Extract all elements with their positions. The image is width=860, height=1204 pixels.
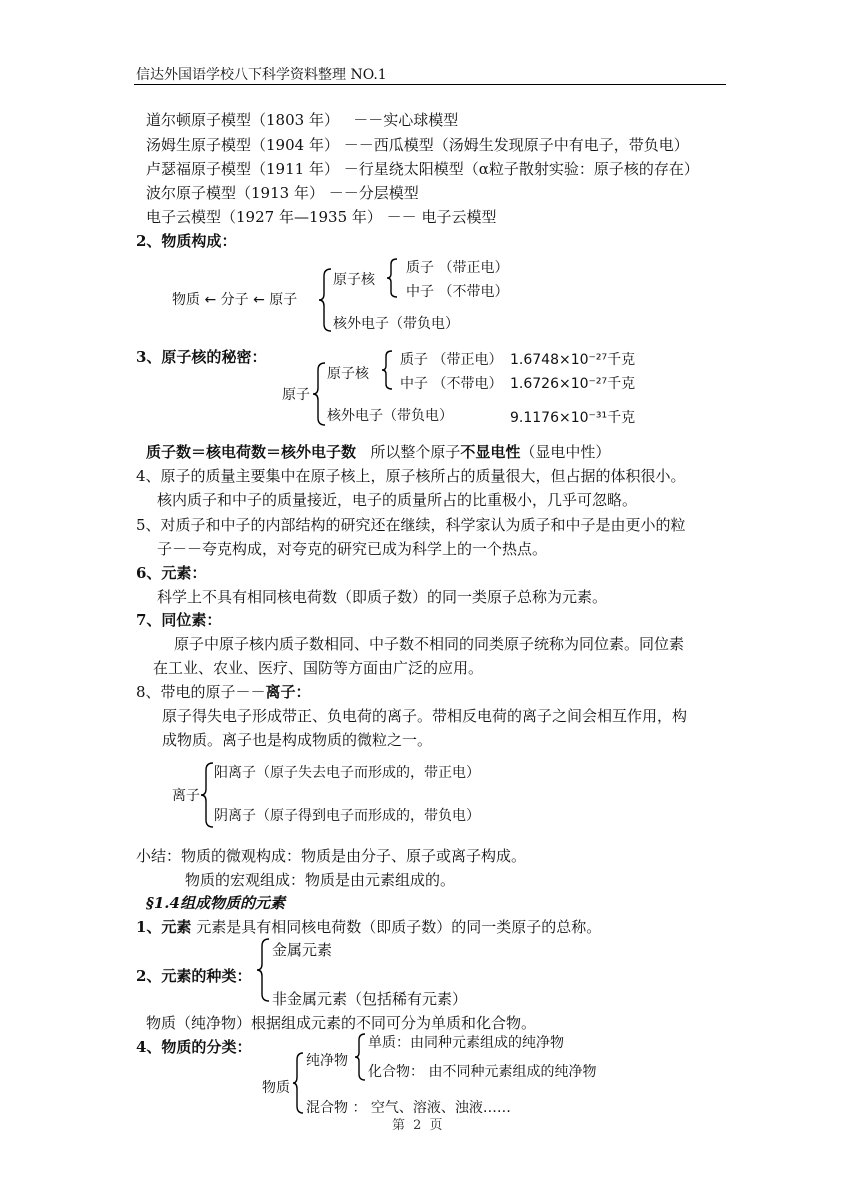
element-heading: 6、元素： (136, 564, 207, 582)
compound-substance: 化合物： 由不同种元素组成的纯净物 (368, 1064, 597, 1080)
ion-line1: 原子得失电子形成带正、负电荷的离子。带相反电荷的离子之间会相互作用，构 (162, 707, 688, 725)
header-title: 信达外国语学校八下科学资料整理 NO.1 (136, 67, 387, 83)
model-desc: －－西瓜模型（汤姆生发现原子中有电子，带负电） (343, 136, 689, 154)
equality-bold: 质子数＝核电荷数＝核外电子数 (146, 443, 357, 461)
isotope-line2: 在工业、农业、医疗、国防等方面由广泛的应用。 (153, 659, 484, 677)
nucleus-label: 原子核 (333, 272, 375, 288)
equality-post: （显电中性） (520, 443, 611, 461)
section-title: §1.4组成物质的元素 (146, 894, 285, 912)
proton-label: 质子 （带正电） (400, 352, 503, 368)
nonmetal-elements: 非金属元素（包括稀有元素） (272, 990, 468, 1008)
model-electron-cloud (146, 207, 496, 227)
brace-icon (256, 938, 270, 1002)
model-bohr (146, 183, 419, 203)
equality-pre: 所以整个原子 (370, 443, 461, 461)
s5-line1: 5、对质子和中子的内部结构的研究还在继续，科学家认为质子和中子是由更小的粒 (136, 516, 686, 534)
page-number: 第 2 页 (392, 1118, 445, 1133)
electron-label: 核外电子（带负电） (333, 316, 459, 332)
metal-elements: 金属元素 (272, 941, 333, 959)
proton-mass: 1.6748×10⁻²⁷千克 (510, 352, 636, 368)
proton-label: 质子 （带正电） (406, 260, 509, 276)
neutron-label: 中子 （不带电） (406, 284, 509, 300)
e1-text: 元素是具有相同核电荷数（即质子数）的同一类原子的总称。 (196, 918, 602, 936)
model-rutherford (146, 159, 699, 179)
s5-line2: 子－－夸克构成，对夸克的研究已成为科学上的一个热点。 (157, 540, 548, 558)
isotope-heading: 7、同位素： (136, 611, 222, 629)
element-types-heading: 2、元素的种类： (136, 967, 252, 985)
nucleus-secret-heading: 3、原子核的秘密： (136, 348, 267, 366)
model-name: 波尔原子模型（1913 年） (146, 184, 324, 202)
element-definition: 科学上不具有相同核电荷数（即质子数）的同一类原子总称为元素。 (157, 588, 608, 606)
nucleus-label: 原子核 (327, 366, 369, 382)
brace-icon (200, 762, 214, 828)
ion-heading (136, 682, 311, 702)
mixture-label: 混合物 ： 空气、溶液、浊液…… (306, 1100, 511, 1116)
brace-icon (312, 362, 326, 426)
model-name: 道尔顿原子模型（1803 年） (146, 111, 339, 129)
e1-heading: 1、元素 (136, 918, 192, 936)
brace-icon (381, 350, 393, 390)
model-desc: －行星绕太阳模型（α粒子散射实验：原子核的存在） (343, 160, 699, 178)
model-dalton (146, 110, 458, 130)
model-name: 电子云模型（1927 年—1935 年） (146, 208, 382, 226)
model-name: 汤姆生原子模型（1904 年） (146, 136, 339, 154)
electron-label: 核外电子（带负电） (327, 408, 453, 424)
pure-substance-label: 纯净物 (306, 1053, 348, 1069)
brace-icon (318, 268, 332, 332)
header-divider (134, 84, 726, 85)
charge-equality (146, 442, 610, 462)
model-name: 卢瑟福原子模型（1911 年） (146, 160, 339, 178)
ion-heading-pre: 8、带电的原子－－ (136, 683, 266, 701)
element-substance: 单质：由同种元素组成的纯净物 (368, 1035, 564, 1051)
matter-label: 物质 (262, 1080, 290, 1096)
model-desc: －－ 电子云模型 (386, 208, 497, 226)
neutron-label: 中子 （不带电） (400, 376, 503, 392)
matter-classification-heading: 4、物质的分类： (136, 1038, 252, 1056)
s4-line2: 核内质子和中子的质量接近，电子的质量所占的比重极小，几乎可忽略。 (157, 491, 638, 509)
ion-label: 离子 (172, 788, 200, 804)
s4-line1: 4、原子的质量主要集中在原子核上，原子核所占的质量很大，但占据的体积很小。 (136, 467, 686, 485)
e3-text: 物质（纯净物）根据组成元素的不同可分为单质和化合物。 (146, 1014, 537, 1032)
model-thomson (146, 135, 689, 155)
summary-line1: 小结：物质的微观构成：物质是由分子、原子或离子构成。 (136, 847, 527, 865)
isotope-line1: 原子中原子核内质子数相同、中子数不相同的同类原子统称为同位素。同位素 (174, 635, 685, 653)
brace-icon (292, 1052, 304, 1114)
electron-mass: 9.1176×10⁻³¹千克 (510, 410, 636, 426)
cation-label: 阳离子（原子失去电子而形成的，带正电） (214, 765, 480, 781)
model-desc: －－实心球模型 (353, 111, 459, 129)
neutron-mass: 1.6726×10⁻²⁷千克 (510, 376, 636, 392)
ion-line2: 成物质。离子也是构成物质的微粒之一。 (162, 731, 433, 749)
brace-icon (354, 1033, 366, 1081)
composition-chain: 物质 ← 分子 ← 原子 (172, 292, 298, 308)
ion-heading-bold: 离子： (265, 683, 311, 701)
atom-label: 原子 (282, 387, 310, 403)
e1-element (136, 917, 601, 937)
equality-emphasis: 不显电性 (460, 443, 521, 461)
summary-line2: 物质的宏观组成：物质是由元素组成的。 (185, 871, 456, 889)
anion-label: 阴离子（原子得到电子而形成的，带负电） (214, 808, 480, 824)
brace-icon (386, 258, 398, 298)
model-desc: －－分层模型 (328, 184, 419, 202)
matter-composition-heading: 2、物质构成： (136, 232, 237, 250)
